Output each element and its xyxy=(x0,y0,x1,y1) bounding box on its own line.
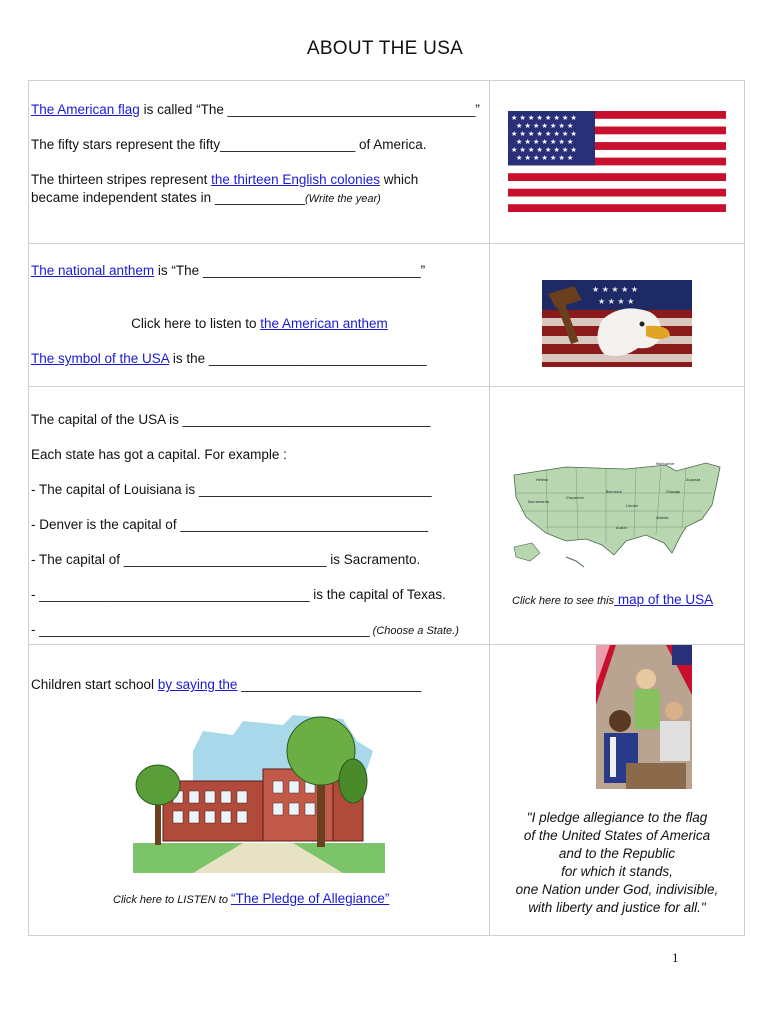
flag-name-question: The American flag is called “The _________________________________” xyxy=(31,102,480,117)
page-title: ABOUT THE USA xyxy=(306,38,464,59)
american-anthem-link[interactable]: the American anthem xyxy=(260,316,388,331)
map-link-line: Click here to see this map of the USA xyxy=(512,592,714,607)
louisiana-question: - The capital of Louisiana is _______________________________ xyxy=(31,482,432,497)
usa-map-image xyxy=(506,457,728,575)
svg-text:Austin: Austin xyxy=(616,526,627,530)
svg-text:Sacramento: Sacramento xyxy=(528,500,550,504)
svg-text:★ ★ ★ ★ ★ ★ ★ ★: ★ ★ ★ ★ ★ ★ ★ ★ xyxy=(511,130,577,138)
page-number: 1 xyxy=(672,950,679,965)
svg-text:Lincoln: Lincoln xyxy=(626,504,639,508)
american-flag-link[interactable]: The American flag xyxy=(31,102,140,117)
pledge-of-allegiance-link[interactable]: “The Pledge of Allegiance” xyxy=(231,891,390,906)
choose-state-question: - ____________________________________________ (Choose a State.) xyxy=(31,622,459,637)
svg-text:Bismarck: Bismarck xyxy=(606,490,623,494)
pledge-text xyxy=(490,809,744,917)
students-pledge-photo xyxy=(596,645,692,789)
capitals-row xyxy=(29,387,744,645)
stripes-question: The thirteen stripes represent the thirteen English colonies which xyxy=(31,172,419,187)
usa-capital-question: The capital of the USA is _________________________________ xyxy=(31,412,431,427)
svg-text:★ ★ ★ ★ ★ ★ ★: ★ ★ ★ ★ ★ ★ ★ xyxy=(516,138,574,146)
worksheet-table xyxy=(28,80,745,936)
thirteen-colonies-link[interactable]: the thirteen English colonies xyxy=(211,172,380,187)
american-flag-image xyxy=(508,111,726,212)
stars-question: The fifty stars represent the fifty__________________ of America. xyxy=(31,137,427,152)
svg-text:Helena: Helena xyxy=(536,478,549,482)
svg-text:Atlanta: Atlanta xyxy=(656,516,669,520)
svg-text:★ ★ ★ ★ ★ ★ ★: ★ ★ ★ ★ ★ ★ ★ xyxy=(516,154,574,162)
flag-image-cell xyxy=(490,81,744,243)
denver-question: - Denver is the capital of _________________________________ xyxy=(31,517,429,532)
symbol-question: The symbol of the USA is the _____________________________ xyxy=(31,351,427,366)
svg-text:★ ★ ★ ★: ★ ★ ★ ★ xyxy=(598,297,635,306)
pledge-line: and to the Republic xyxy=(558,846,676,861)
svg-text:Montpelier: Montpelier xyxy=(656,462,675,466)
map-of-usa-link[interactable]: map of the USA xyxy=(614,592,714,607)
anthem-questions xyxy=(29,244,490,386)
capitals-questions xyxy=(29,387,490,644)
svg-text:★ ★ ★ ★ ★ ★ ★: ★ ★ ★ ★ ★ ★ ★ xyxy=(516,122,574,130)
national-anthem-link[interactable]: The national anthem xyxy=(31,263,155,278)
map-image-cell xyxy=(490,387,744,644)
independence-year-question: became independent states in ____________(Write the year) xyxy=(31,190,381,205)
flag-questions xyxy=(29,81,490,243)
listen-anthem-line: Click here to listen to the American anthem xyxy=(131,316,388,331)
symbol-usa-link[interactable]: The symbol of the USA xyxy=(31,351,170,366)
svg-text:★ ★ ★ ★ ★: ★ ★ ★ ★ ★ xyxy=(592,285,639,294)
school-clipart-image xyxy=(133,711,385,873)
pledge-row xyxy=(29,645,744,935)
svg-text:★ ★ ★ ★ ★ ★ ★ ★: ★ ★ ★ ★ ★ ★ ★ ★ xyxy=(511,114,577,122)
svg-text:★ ★ ★ ★ ★ ★ ★ ★: ★ ★ ★ ★ ★ ★ ★ ★ xyxy=(511,146,577,154)
pledge-questions xyxy=(29,645,490,935)
pledge-line: one Nation under God, indivisible, xyxy=(515,882,719,897)
svg-text:Chicago: Chicago xyxy=(666,490,681,494)
pledge-line: with liberty and justice for all." xyxy=(528,900,706,915)
flag-row xyxy=(29,81,744,244)
svg-text:Cheyenne: Cheyenne xyxy=(566,496,584,500)
by-saying-the-link[interactable]: by saying the xyxy=(157,677,238,692)
eagle-flag-image xyxy=(542,280,692,367)
pledge-line: of the United States of America xyxy=(523,828,711,843)
anthem-row xyxy=(29,244,744,387)
svg-text:Augusta: Augusta xyxy=(686,478,701,482)
pledge-line: for which it stands, xyxy=(561,864,673,879)
eagle-image-cell xyxy=(490,244,744,386)
each-state-line: Each state has got a capital. For example : xyxy=(31,447,287,462)
listen-pledge-line: Click here to LISTEN to “The Pledge of Allegiance” xyxy=(113,891,390,906)
pledge-line: "I pledge allegiance to the flag xyxy=(526,810,708,825)
sacramento-question: - The capital of ___________________________ is Sacramento. xyxy=(31,552,421,567)
children-school-question: Children start school by saying the ________________________ xyxy=(31,677,422,692)
pledge-image-cell xyxy=(490,645,744,935)
texas-question: - ____________________________________ is the capital of Texas. xyxy=(31,587,446,602)
anthem-question: The national anthem is “The _____________________________” xyxy=(31,263,426,278)
